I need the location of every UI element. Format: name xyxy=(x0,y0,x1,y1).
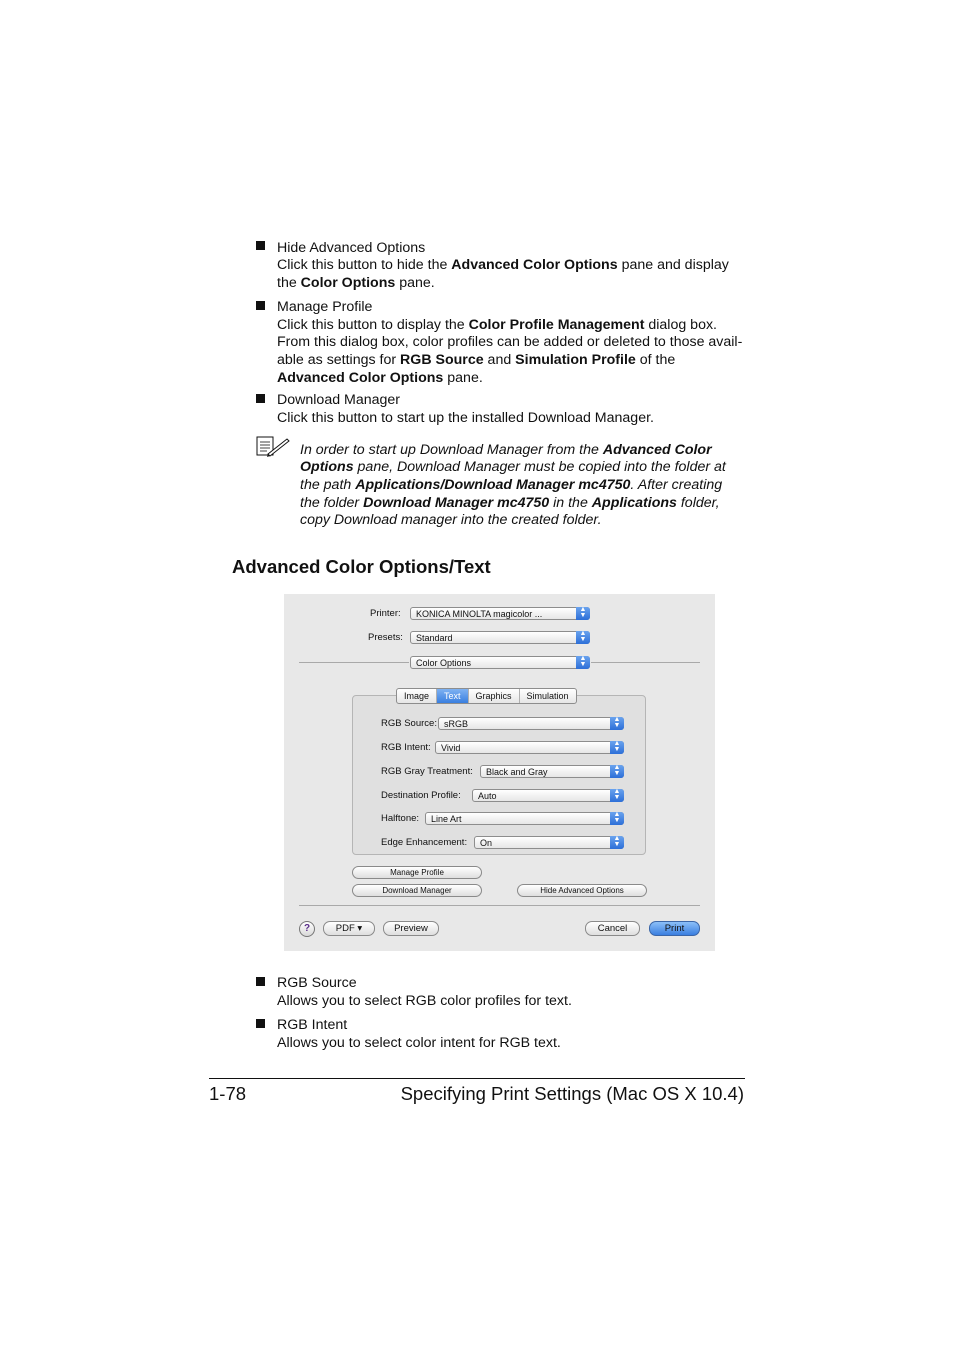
printer-label: Printer: xyxy=(370,608,401,619)
bullet-marker xyxy=(256,977,265,986)
item-desc-hide-advanced: Click this button to hide the Advanced Color Options pane and display xyxy=(277,257,729,273)
item-desc-download-manager: Click this button to start up the installed Download Manager. xyxy=(277,410,654,426)
note-line-5: copy Download manager into the created folder. xyxy=(300,512,602,528)
tab-simulation[interactable]: Simulation xyxy=(526,691,569,701)
popup-arrows-icon: ▲ ▼ xyxy=(610,741,624,754)
item-desc-manage-profile-4: Advanced Color Options pane. xyxy=(277,370,483,386)
item-title-rgb-source: RGB Source xyxy=(277,975,357,991)
cancel-button[interactable]: Cancel xyxy=(585,921,640,936)
item-desc-rgb-intent: Allows you to select color intent for RGB text. xyxy=(277,1035,561,1051)
presets-popup[interactable] xyxy=(410,631,590,644)
preview-button[interactable]: Preview xyxy=(383,921,439,936)
bullet-marker xyxy=(256,1019,265,1028)
bullet-marker xyxy=(256,394,265,403)
footer-rule xyxy=(209,1078,745,1079)
printer-value: KONICA MINOLTA magicolor ... xyxy=(416,609,543,619)
halftone-popup[interactable] xyxy=(425,812,624,825)
rgb-gray-treatment-popup[interactable] xyxy=(480,765,624,778)
bullet-marker xyxy=(256,301,265,310)
rgb-intent-label: RGB Intent: xyxy=(381,742,431,753)
pane-popup[interactable] xyxy=(410,656,590,669)
popup-arrows-icon: ▲ ▼ xyxy=(610,836,624,849)
item-title-hide-advanced: Hide Advanced Options xyxy=(277,240,426,256)
item-title-manage-profile: Manage Profile xyxy=(277,299,373,315)
tab-bar xyxy=(396,688,577,704)
destination-profile-popup[interactable] xyxy=(472,789,624,802)
note-line-1: In order to start up Download Manager from the Advanced Color xyxy=(300,442,712,458)
help-icon[interactable]: ? xyxy=(299,921,315,937)
destination-profile-value: Auto xyxy=(478,791,497,801)
download-manager-button[interactable]: Download Manager xyxy=(352,884,482,897)
item-title-rgb-intent: RGB Intent xyxy=(277,1017,348,1033)
item-desc-hide-advanced-2: the Color Options pane. xyxy=(277,275,435,291)
note-line-2: Options pane, Download Manager must be copied into the folder at xyxy=(300,459,726,475)
rgb-source-label: RGB Source: xyxy=(381,718,437,729)
rgb-gray-treatment-label: RGB Gray Treatment: xyxy=(381,766,473,777)
footer-title: Specifying Print Settings (Mac OS X 10.4) xyxy=(400,1083,744,1104)
edge-enhancement-value: On xyxy=(480,838,493,848)
item-desc-rgb-source: Allows you to select RGB color profiles for text. xyxy=(277,993,572,1009)
destination-profile-label: Destination Profile: xyxy=(381,790,461,801)
popup-arrows-icon: ▲ ▼ xyxy=(576,607,590,620)
edge-enhancement-popup[interactable] xyxy=(474,836,624,849)
pdf-button[interactable]: PDF ▾ xyxy=(323,921,375,936)
edge-enhancement-label: Edge Enhancement: xyxy=(381,837,468,848)
item-desc-manage-profile-2: From this dialog box, color profiles can be added or deleted to those avail- xyxy=(277,334,743,350)
halftone-value: Line Art xyxy=(431,814,462,824)
tab-text[interactable]: Text xyxy=(437,689,469,703)
separator xyxy=(299,662,409,663)
item-title-download-manager: Download Manager xyxy=(277,392,401,408)
rgb-intent-value: Vivid xyxy=(441,743,461,753)
presets-label: Presets: xyxy=(368,632,403,643)
popup-arrows-icon: ▲ ▼ xyxy=(610,765,624,778)
note-pencil-icon xyxy=(256,436,290,458)
halftone-label: Halftone: xyxy=(381,813,420,824)
bullet-marker xyxy=(256,241,265,250)
rgb-source-value: sRGB xyxy=(444,719,469,729)
rgb-intent-popup[interactable] xyxy=(435,741,624,754)
popup-arrows-icon: ▲ ▼ xyxy=(576,656,590,669)
rgb-source-popup[interactable] xyxy=(438,717,624,730)
printer-popup[interactable] xyxy=(410,607,590,620)
tab-image[interactable]: Image xyxy=(397,689,437,703)
rgb-gray-treatment-value: Black and Gray xyxy=(486,767,548,777)
note-line-4: the folder Download Manager mc4750 in the Applications folder, xyxy=(300,495,720,511)
presets-value: Standard xyxy=(416,633,453,643)
separator xyxy=(591,662,700,663)
print-button[interactable]: Print xyxy=(649,921,700,936)
tab-graphics[interactable]: Graphics xyxy=(469,689,520,703)
hide-advanced-options-button[interactable]: Hide Advanced Options xyxy=(517,884,647,897)
section-heading: Advanced Color Options/Text xyxy=(232,556,491,577)
popup-arrows-icon: ▲ ▼ xyxy=(610,812,624,825)
item-desc-manage-profile-1: Click this button to display the Color Profile Management dialog box. xyxy=(277,317,718,333)
manage-profile-button[interactable]: Manage Profile xyxy=(352,866,482,879)
popup-arrows-icon: ▲ ▼ xyxy=(576,631,590,644)
popup-arrows-icon: ▲ ▼ xyxy=(610,717,624,730)
page-number: 1-78 xyxy=(209,1083,247,1104)
popup-arrows-icon: ▲ ▼ xyxy=(610,789,624,802)
note-line-3: the path Applications/Download Manager mc4750. After creating xyxy=(300,477,723,493)
separator xyxy=(299,905,700,906)
item-desc-manage-profile-3: able as settings for RGB Source and Simulation Profile of the xyxy=(277,352,676,368)
pane-value: Color Options xyxy=(416,658,472,668)
